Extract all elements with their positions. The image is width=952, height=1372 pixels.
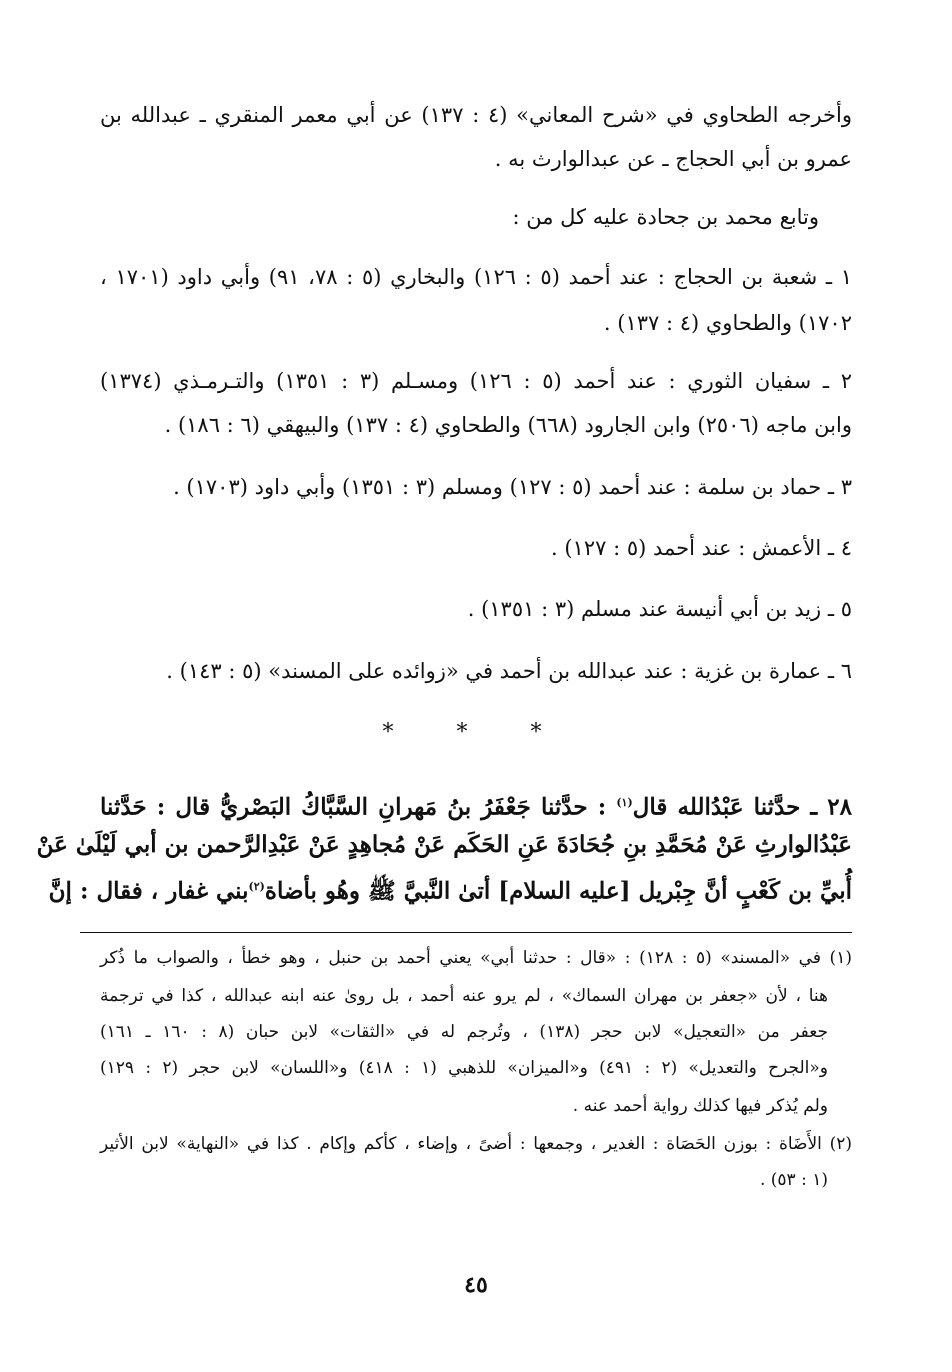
hadith-text: بني غفار ، فقال : إنَّ [48,877,249,905]
hadith-number-text: ٢٨ ـ حدَّثنا عَبْدُالله قال [632,793,852,821]
body-line: ١ ـ شعبة بن الحجاج : عند أحمد (٥ : ١٢٦) والبخاري (٥ : ٧٨، ٩١) وأبي داود (١٧٠١ ، [100,265,853,289]
body-line: ٤ ـ الأعمش : عند أحمد (٥ : ١٢٧) . [551,536,852,560]
body-line: ٢ ـ سفيان الثوري : عند أحمد (٥ : ١٢٦) ومسـلم (٣ : ١٣٥١) والتـرمـذي (١٣٧٤) [100,369,852,393]
footnote-line: (١) في «المسند» (٥ : ١٢٨) : «قال : حدثنا أبي» يعني أحمد بن حنبل ، وهو خطأ ، والصواب ما ذُكر [100,948,852,968]
body-line: ٥ ـ زيد بن أبي أنيسة عند مسلم (٣ : ١٣٥١) . [467,597,852,621]
footnote-line: (١ : ٥٣) . [759,1170,828,1190]
footnote-divider [80,932,852,933]
hadith-text: أُبيِّ بن كَعْبٍ أنَّ جِبْريل [عليه السلام] أتىٰ النَّبيَّ ﷺ وهُو بأضاة [264,877,852,905]
page-number: ٤٥ [464,1272,488,1298]
footnote-line: ولم يُذكر فيها كذلك رواية أحمد عنه . [572,1096,828,1116]
hadith-line [48,870,852,909]
footnote-ref: (٢) [248,880,265,893]
body-line: عمرو بن أبي الحجاج ـ عن عبدالوارث به . [494,147,852,171]
body-line: ١٧٠٢) والطحاوي (٤ : ١٣٧) . [603,311,852,335]
body-line: وتابع محمد بن جحادة عليه كل من : [512,205,819,229]
hadith-text: : حدَّثنا جَعْفَرُ بنُ مَهرانِ السَّبَّاكُ البَصْريُّ قال : حَدَّثنا [100,793,617,821]
body-line: وأخرجه الطحاوي في «شرح المعاني» (٤ : ١٣٧) عن أبي معمر المنقري ـ عبدالله بن [100,103,853,127]
body-line: وابن ماجه (٢٥٠٦) وابن الجارود (٦٦٨) والطحاوي (٤ : ١٣٧) والبيهقي (٦ : ١٨٦) . [164,413,852,437]
footnote-line: هنا ، لأن «جعفر بن مهران السماك» ، لم يرو عنه أحمد ، بل روىٰ عنه ابنه عبدالله ، كذا في ترجمة [100,986,828,1006]
hadith-line: عَبْدُالوارثِ عَنْ مُحَمَّدِ بنِ جُحَادَةَ عَنِ الحَكَم عَنْ مُجاهِدٍ عَنْ عَبْدِالرَّحمن بن أبي لَيْلَىٰ عَنْ [36,831,852,858]
footnote-line: جعفر من «التعجيل» لابن حجر (١٣٨) ، وتُرجم له في «الثقات» لابن حبان (٨ : ١٦٠ ـ ١٦١) [100,1022,828,1042]
body-line: ٣ ـ حماد بن سلمة : عند أحمد (٥ : ١٢٧) ومسلم (٣ : ١٣٥١) وأبي داود (١٧٠٣) . [173,475,852,499]
body-line: ٦ ـ عمارة بن غزية : عند عبدالله بن أحمد في «زوائده على المسند» (٥ : ١٤٣) . [166,659,852,683]
section-separator: * * * [382,720,570,745]
footnote-line: (٢) الأَضَاة : بوزن الحَصَاة : الغدير ، وجمعها : أضىً ، وإضاء ، كأكم وإكام . كذا في «النهاية» لابن الأثير [100,1134,852,1154]
hadith-line [100,786,852,825]
footnote-line: و«الجرح والتعديل» (٢ : ٤٩١) و«الميزان» للذهبي (١ : ٤١٨) و«اللسان» لابن حجر (٢ : ١٢٩) [100,1058,828,1078]
footnote-ref: (١) [616,796,633,809]
